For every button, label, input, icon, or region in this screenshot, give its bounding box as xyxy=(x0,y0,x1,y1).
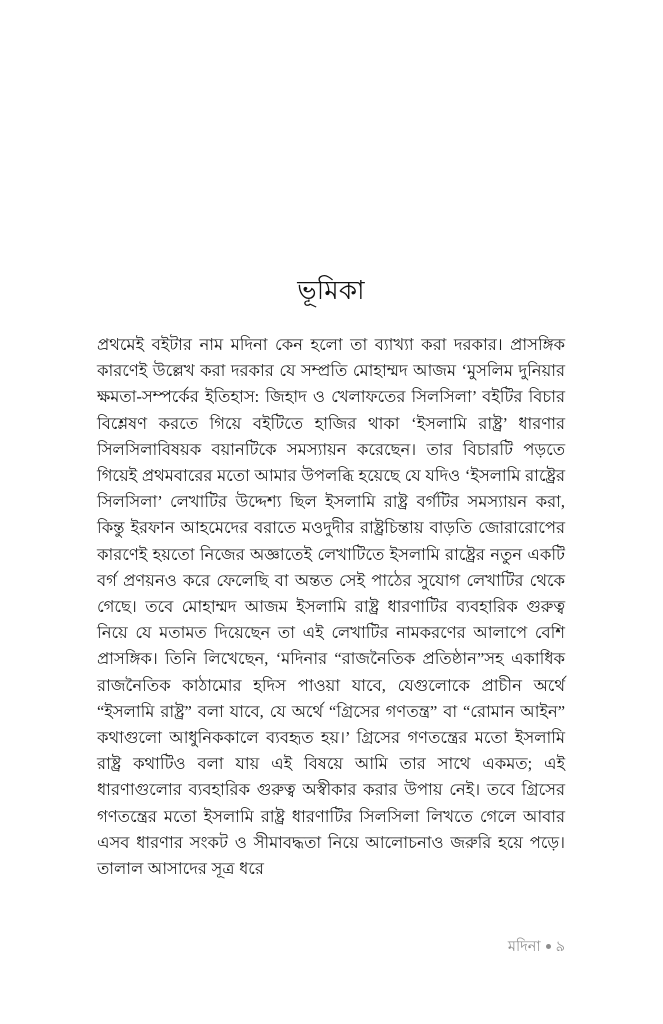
page-title: ভূমিকা xyxy=(297,276,365,305)
footer-book-title: মদিনা xyxy=(507,939,541,955)
page-footer xyxy=(97,938,565,956)
body-paragraph: প্রথমেই বইটার নাম মদিনা কেন হলো তা ব্যাখ্যা করা দরকার। প্রাসঙ্গিক কারণেই উল্লেখ করা দরকার যে সম্প্রতি মোহাম্মদ আজম ‘মুসলিম দুনিয়ার ক্ষমতা-সম্পর্কের ইতিহাস: জিহাদ ও খেলাফতের সিলসিলা’ বইটির বিচার বিশ্লেষণ করতে গিয়ে বইটিতে হাজির থাকা ‘ইসলামি রাষ্ট্র’ ধারণার সিলসিলাবিষয়ক বয়ানটিকে সমস্যায়ন করেছেন। তার বিচারটি পড়তে গিয়েই প্রথমবারের মতো আমার উপলব্ধি হয়েছে যে যদিও ‘ইসলামি রাষ্ট্রের সিলসিলা’ লেখাটির উদ্দেশ্য ছিল ইসলামি রাষ্ট্র বর্গটির সমস্যায়ন করা, কিন্তু ইরফান আহমেদের বরাতে মওদুদীর রাষ্ট্রচিন্তায় বাড়তি জোরারোপের কারণেই হয়তো নিজের অজ্ঞাতেই লেখাটিতে ইসলামি রাষ্ট্রের নতুন একটি বর্গ প্রণয়নও করে ফেলেছি বা অন্তত সেই পাঠের সুযোগ লেখাটির থেকে গেছে। তবে মোহাম্মদ আজম ইসলামি রাষ্ট্র ধারণাটির ব্যবহারিক গুরুত্ব নিয়ে যে মতামত দিয়েছেন তা এই লেখাটির নামকরণের আলাপে বেশি প্রাসঙ্গিক। তিনি লিখেছেন, ‘মদিনার “রাজনৈতিক প্রতিষ্ঠান”সহ একাধিক রাজনৈতিক কাঠামোর হদিস পাওয়া যাবে, যেগুলোকে প্রাচীন অর্থে “ইসলামি রাষ্ট্র” বলা যাবে, যে অর্থে “গ্রিসের গণতন্ত্র” বা “রোমান আইন” কথাগুলো আধুনিককালে ব্যবহৃত হয়।’ গ্রিসের গণতন্ত্রের মতো ইসলামি রাষ্ট্র কথাটিও বলা যায় এই বিষয়ে আমি তার সাথে একমত; এই ধারণাগুলোর ব্যবহারিক গুরুত্ব অস্বীকার করার উপায় নেই। তবে গ্রিসের গণতন্ত্রের মতো ইসলামি রাষ্ট্র ধারণাটির সিলসিলা লিখতে গেলে আবার এসব ধারণার সংকট ও সীমাবদ্ধতা নিয়ে আলোচনাও জরুরি হয়ে পড়ে। তালাল আসাদের সূত্র ধরে xyxy=(97,335,565,879)
page-content xyxy=(97,276,565,882)
footer-page-number: ৯ xyxy=(555,939,565,955)
footer-separator-dot-icon xyxy=(546,944,551,949)
